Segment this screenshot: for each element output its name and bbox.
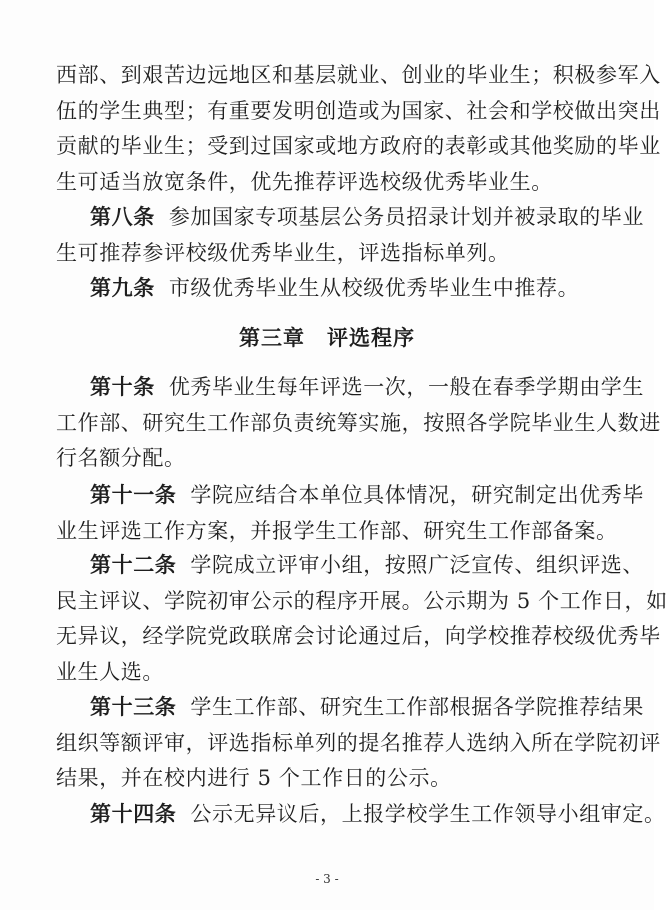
article-label: 第十四条 — [90, 802, 177, 826]
paragraph-line: 第十一条 学院应结合本单位具体情况，研究制定出优秀毕 — [90, 483, 645, 507]
article-12 — [56, 548, 668, 690]
article-label: 第九条 — [90, 276, 155, 300]
article-11 — [56, 478, 645, 549]
paragraph-line: 结果，并在校内进行 5 个工作日的公示。 — [56, 766, 452, 790]
article-label: 第十条 — [90, 375, 155, 399]
page-number: - 3 - — [315, 872, 339, 886]
paragraph-line: 贡献的毕业生；受到过国家或地方政府的表彰或其他奖励的毕业 — [56, 134, 661, 158]
paragraph-line: 组织等额评审，评选指标单列的提名推荐人选纳入所在学院初评 — [56, 730, 661, 755]
paragraph-line: 第九条 市级优秀毕业生从校级优秀毕业生中推荐。 — [90, 276, 580, 300]
article-9 — [56, 271, 599, 307]
article-13 — [56, 690, 661, 797]
chapter-heading: 第三章 评选程序 — [239, 326, 415, 350]
paragraph-line: 西部、到艰苦边远地区和基层就业、创业的毕业生；积极参军入 — [56, 63, 661, 87]
paragraph-line: 民主评议、学院初审公示的程序开展。公示期为 5 个工作日，如 — [56, 588, 668, 613]
paragraph-line: 业生人选。 — [56, 659, 164, 684]
article-14 — [56, 797, 666, 833]
article-label: 第十二条 — [90, 553, 177, 577]
article-label: 第八条 — [90, 205, 155, 229]
paragraph-line: 第十二条 学院成立评审小组，按照广泛宣传、组织评选、 — [90, 553, 645, 577]
paragraph-line: 第八条 参加国家专项基层公务员招录计划并被录取的毕业 — [90, 205, 645, 229]
paragraph-line: 生可适当放宽条件，优先推荐评选校级优秀毕业生。 — [56, 169, 553, 194]
paragraph-line: 生可推荐参评校级优秀毕业生，评选指标单列。 — [56, 240, 510, 265]
paragraph-line: 业生评选工作方案，并报学生工作部、研究生工作部备案。 — [56, 518, 618, 543]
article-label: 第十三条 — [90, 695, 177, 719]
paragraph-line: 伍的学生典型；有重要发明创造或为国家、社会和学校做出突出 — [56, 98, 661, 123]
paragraph-line: 行名额分配。 — [56, 446, 186, 470]
continuation-paragraph — [56, 58, 661, 200]
paragraph-line: 第十四条 公示无异议后，上报学校学生工作领导小组审定。 — [90, 802, 666, 826]
paragraph-line: 第十条 优秀毕业生每年评选一次，一般在春季学期由学生 — [90, 375, 645, 399]
article-8 — [56, 200, 645, 271]
paragraph-line: 工作部、研究生工作部负责统筹实施，按照各学院毕业生人数进 — [56, 410, 661, 435]
paragraph-line: 第十三条 学生工作部、研究生工作部根据各学院推荐结果 — [90, 695, 645, 719]
article-label: 第十一条 — [90, 483, 177, 507]
article-10 — [56, 370, 661, 477]
paragraph-line: 无异议，经学院党政联席会讨论通过后，向学校推荐校级优秀毕 — [56, 624, 661, 648]
